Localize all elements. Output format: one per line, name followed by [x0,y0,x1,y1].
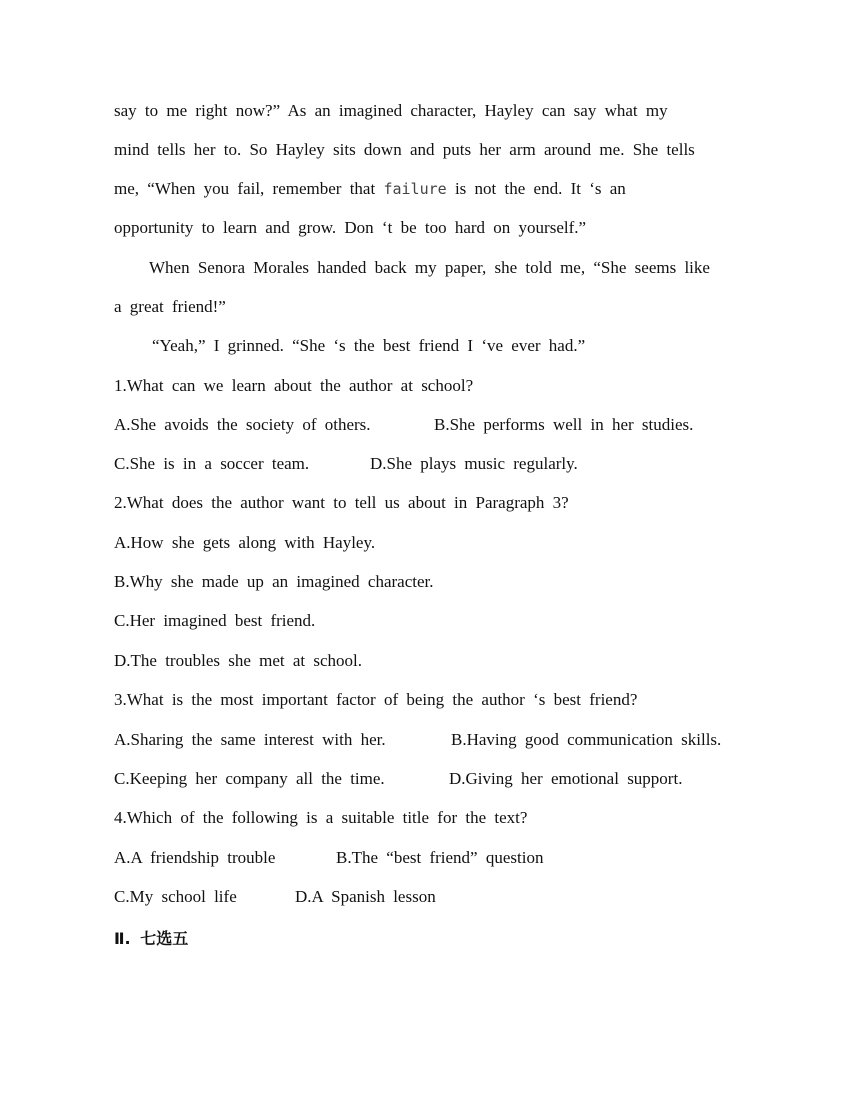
question-stem: 1.What can we learn about the author at school? [114,376,474,395]
option-row [114,414,694,436]
option-b: B.Why she made up an imagined character. [114,572,434,591]
option-c: C.She is in a soccer team. [114,454,310,473]
question-stem: 4.Which of the following is a suitable title for the text? [114,808,528,827]
passage-line: opportunity to learn and grow. Don ‘t be too hard on yourself.” [114,218,587,237]
option-b: B.She performs well in her studies. [434,415,694,434]
option-row [114,453,578,475]
passage-line: When Senora Morales handed back my paper, she told me, “She seems like [149,258,710,277]
passage-line [114,178,626,200]
section-heading: Ⅱ. 七选五 [114,929,189,948]
option-a: A.A friendship trouble [114,848,276,867]
option-d: D.A Spanish lesson [295,887,436,906]
passage-text: is not the end. It ‘s an [454,179,626,198]
option-c: C.My school life [114,887,237,906]
question-stem: 2.What does the author want to tell us about in Paragraph 3? [114,493,569,512]
question-stem: 3.What is the most important factor of being the author ‘s best friend? [114,690,638,709]
option-a: A.Sharing the same interest with her. [114,730,386,749]
option-row [114,847,544,869]
option-d: D.She plays music regularly. [370,454,578,473]
option-d: D.Giving her emotional support. [449,769,683,788]
option-c: C.Her imagined best friend. [114,611,316,630]
passage-line: a great friend!” [114,297,226,316]
option-row [114,729,722,751]
option-b: B.Having good communication skills. [451,730,722,749]
option-c: C.Keeping her company all the time. [114,769,385,788]
option-a: A.How she gets along with Hayley. [114,533,376,552]
option-row [114,886,436,908]
passage-text: me, “When you fail, remember that [114,179,376,198]
option-a: A.She avoids the society of others. [114,415,371,434]
option-row [114,768,683,790]
passage-line: “Yeah,” I grinned. “She ‘s the best friend I ‘ve ever had.” [152,336,586,355]
option-d: D.The troubles she met at school. [114,651,363,670]
highlighted-word: failure [383,180,447,198]
passage-line: say to me right now?” As an imagined character, Hayley can say what my [114,101,668,120]
passage-line: mind tells her to. So Hayley sits down and puts her arm around me. She tells [114,140,695,159]
option-b: B.The “best friend” question [336,848,544,867]
